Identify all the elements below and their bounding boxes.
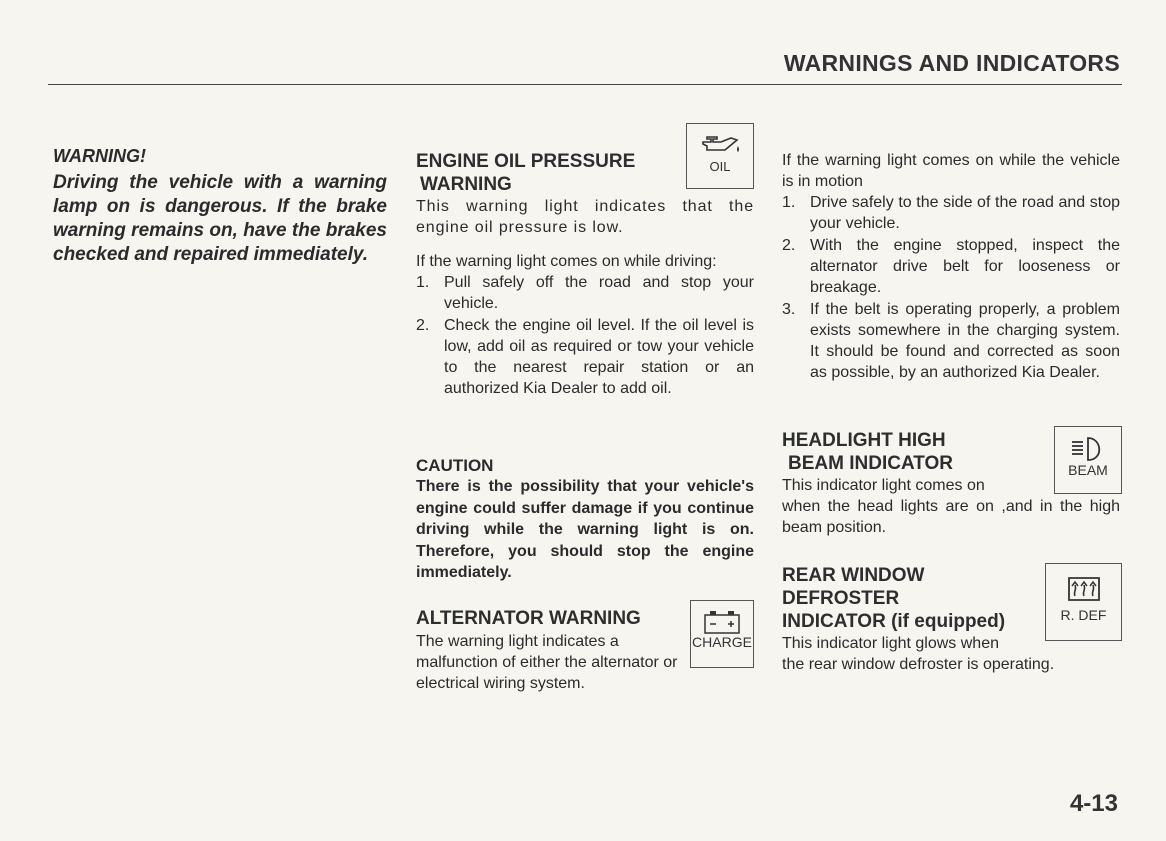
high-beam-icon xyxy=(1068,435,1108,463)
rear-defroster-description-line1: This indicator light glows when xyxy=(782,635,999,652)
warning-box xyxy=(53,146,387,267)
warning-body: Driving the vehicle with a warning lamp on is dangerous. If the brake warning remains on, have the brakes checked and repaired immediately. xyxy=(53,172,387,265)
oil-warning-icon-box xyxy=(686,123,754,189)
alternator-steps xyxy=(782,192,1120,383)
oil-pressure-steps xyxy=(416,272,754,399)
oil-pressure-description: This warning light indicates that the engine oil pressure is low. xyxy=(416,198,754,236)
high-beam-title-line1: HEADLIGHT HIGH xyxy=(782,430,946,451)
alternator-title: ALTERNATOR WARNING xyxy=(416,608,641,629)
high-beam-icon-box xyxy=(1054,426,1122,494)
list-item: 3. If the belt is operating properly, a problem exists somewhere in the charging system. It should be found and corrected as soon as possible, by an authorized Kia Dealer. xyxy=(782,301,1120,381)
rear-defroster-title-line1: REAR WINDOW xyxy=(782,565,925,586)
rear-defroster-icon-label: R. DEF xyxy=(1060,607,1107,623)
caution-section xyxy=(416,456,754,584)
oil-pressure-intro: If the warning light comes on while driving: xyxy=(416,253,717,270)
rear-defrost-icon xyxy=(1064,574,1104,604)
list-item: 2. Check the engine oil level. If the oil level is low, add oil as required or tow your vehicle to the nearest repair station or an authorized Kia Dealer to add oil. xyxy=(416,317,754,397)
list-item: 1. Pull safely off the road and stop your vehicle. xyxy=(416,274,754,312)
alternator-icon-label: CHARGE xyxy=(692,634,752,650)
header-divider xyxy=(48,84,1122,85)
oil-icon-label: OIL xyxy=(709,159,731,174)
rear-defroster-title-line2: DEFROSTER xyxy=(782,588,900,609)
alternator-description: The warning light indicates a malfunction of either the alternator or electrical wiring system. xyxy=(416,633,678,692)
alternator-intro: If the warning light comes on while the vehicle is in motion xyxy=(782,152,1120,190)
page-number: 4-13 xyxy=(1069,790,1118,817)
alternator-icon-box xyxy=(690,600,754,668)
high-beam-description-line1: This indicator light comes on xyxy=(782,477,985,494)
alternator-section xyxy=(416,607,686,694)
high-beam-icon-label: BEAM xyxy=(1068,462,1108,478)
oil-pressure-title-line2: WARNING xyxy=(420,174,512,195)
alternator-continued xyxy=(782,150,1120,384)
list-item: 2. With the engine stopped, inspect the alternator drive belt for looseness or breakage. xyxy=(782,237,1120,296)
high-beam-description-rest: when the head lights are on ,and in the high beam position. xyxy=(782,498,1120,536)
rear-defroster-title-line3: INDICATOR (if equipped) xyxy=(782,611,1006,632)
battery-icon xyxy=(701,609,743,635)
caution-heading: CAUTION xyxy=(416,456,494,475)
oil-can-icon xyxy=(697,132,743,160)
list-item: 1. Drive safely to the side of the road and stop your vehicle. xyxy=(782,194,1120,232)
page-header-title: WARNINGS AND INDICATORS xyxy=(783,50,1120,76)
rear-defroster-icon-box xyxy=(1045,563,1122,641)
warning-heading: WARNING! xyxy=(53,146,146,166)
oil-pressure-title-line1: ENGINE OIL PRESSURE xyxy=(416,151,636,172)
high-beam-title-line2: BEAM INDICATOR xyxy=(788,453,954,474)
rear-defroster-description-line2: the rear window defroster is operating. xyxy=(782,656,1055,673)
caution-body: There is the possibility that your vehicle's engine could suffer damage if you continue driving while the warning light is on. Therefore, you should stop the engine immediately. xyxy=(416,478,754,581)
